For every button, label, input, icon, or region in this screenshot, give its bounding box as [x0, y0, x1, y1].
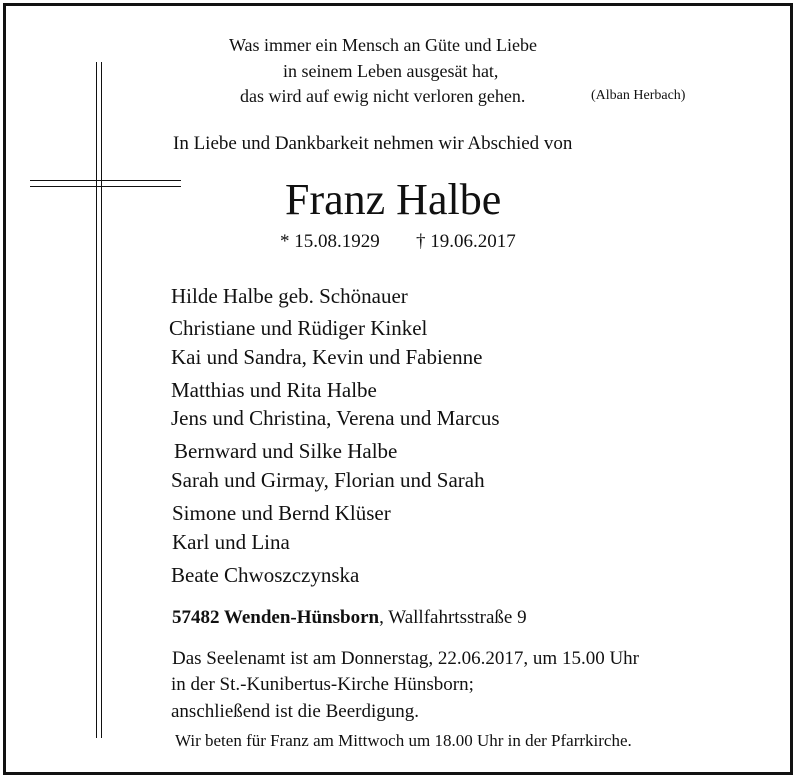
- family-member: Hilde Halbe geb. Schönauer: [171, 284, 408, 308]
- address-place: 57482 Wenden-Hünsborn: [172, 607, 380, 628]
- family-member: Kai und Sandra, Kevin und Fabienne: [171, 345, 483, 369]
- family-member: Christiane und Rüdiger Kinkel: [169, 316, 428, 340]
- service-line-2: in der St.-Kunibertus-Kirche Hünsborn;: [171, 674, 474, 695]
- family-member: Simone und Bernd Klüser: [172, 501, 391, 525]
- prayer-note: Wir beten für Franz am Mittwoch um 18.00 Uhr in der Pfarrkirche.: [175, 731, 632, 750]
- quote-line-1: Was immer ein Mensch an Güte und Liebe: [229, 35, 537, 55]
- service-line-1: Das Seelenamt ist am Donnerstag, 22.06.2017, um 15.00 Uhr: [172, 648, 640, 669]
- birth-date: * 15.08.1929: [280, 231, 380, 252]
- quote-attribution: (Alban Herbach): [591, 88, 686, 103]
- family-member: Bernward und Silke Halbe: [174, 439, 398, 463]
- family-member: Beate Chwoszczynska: [171, 563, 360, 587]
- service-line-3: anschließend ist die Beerdigung.: [171, 701, 419, 722]
- quote-line-3: das wird auf ewig nicht verloren gehen.: [240, 86, 526, 106]
- intro-text: In Liebe und Dankbarkeit nehmen wir Abschied von: [173, 133, 573, 154]
- death-date: † 19.06.2017: [416, 231, 516, 252]
- family-member: Jens und Christina, Verena und Marcus: [171, 406, 500, 430]
- cross-vertical-beam: [96, 62, 102, 738]
- family-member: Karl und Lina: [172, 530, 290, 554]
- quote-line-2: in seinem Leben ausgesät hat,: [283, 61, 499, 81]
- address-street: , Wallfahrtsstraße 9: [379, 607, 527, 628]
- family-member: Matthias und Rita Halbe: [171, 378, 377, 402]
- address-line: [172, 607, 527, 629]
- cross-horizontal-beam: [30, 180, 181, 187]
- family-member: Sarah und Girmay, Florian und Sarah: [171, 468, 485, 492]
- deceased-name: Franz Halbe: [285, 175, 502, 224]
